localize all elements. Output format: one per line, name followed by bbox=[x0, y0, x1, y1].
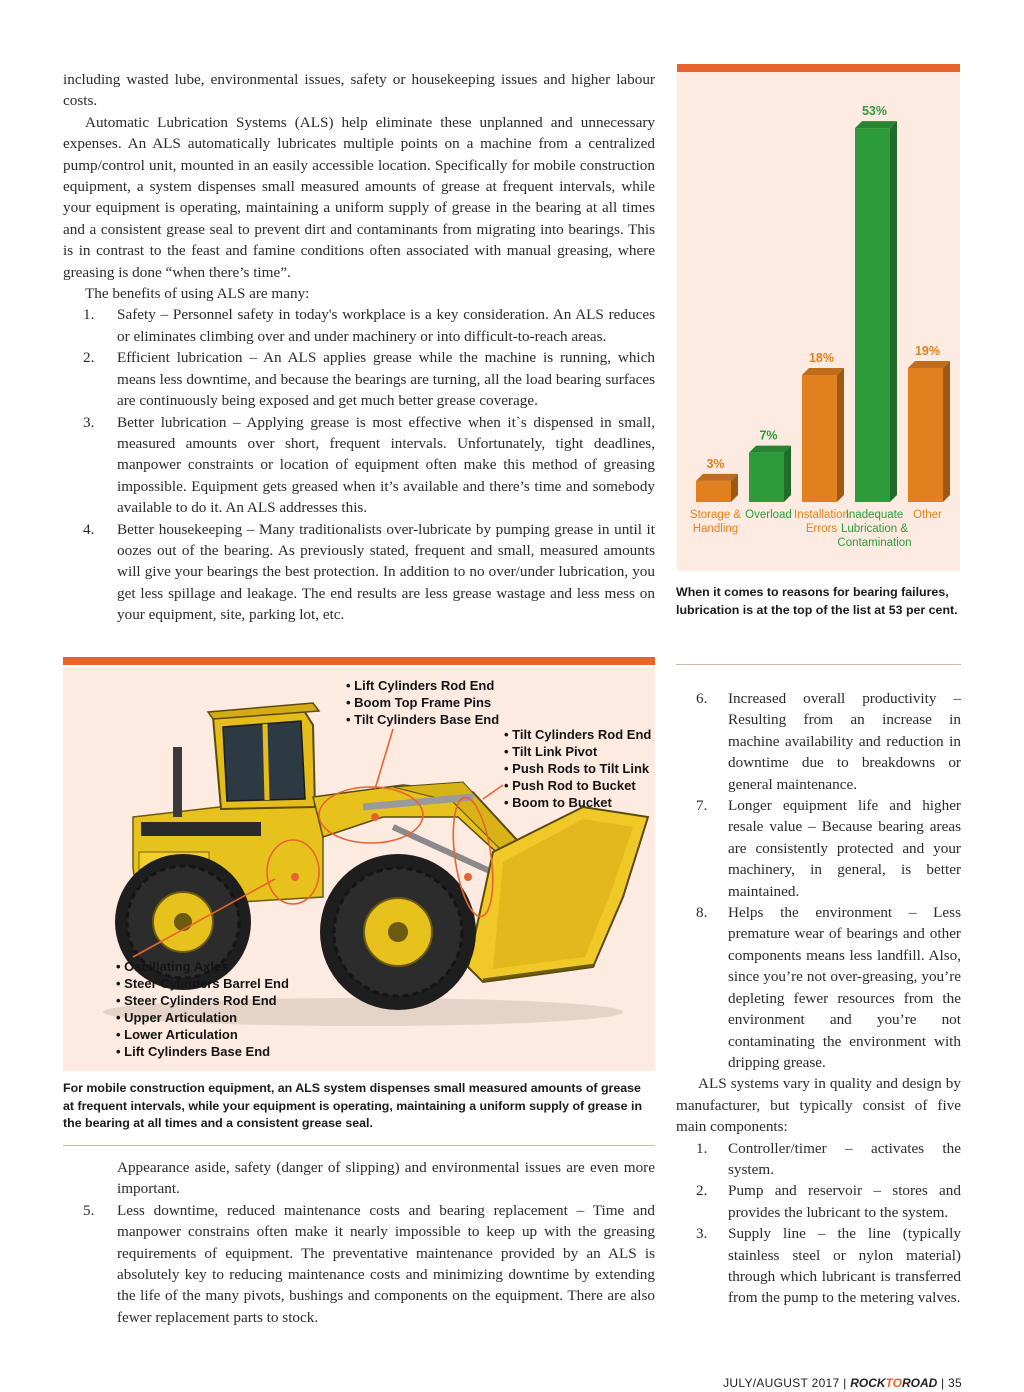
list-text: Controller/timer – activates the system. bbox=[728, 1139, 961, 1178]
callout-top bbox=[346, 677, 499, 728]
callout-item: • Lower Articulation bbox=[116, 1026, 289, 1043]
list-item bbox=[63, 412, 655, 519]
page-number: 35 bbox=[948, 1376, 962, 1390]
callout-item: • Oscillating Axles bbox=[116, 958, 289, 975]
footer-separator: | bbox=[843, 1376, 847, 1390]
chart-bar-side bbox=[837, 368, 844, 502]
list-item bbox=[676, 795, 961, 902]
callout-item: • Steer Cylinders Barrel End bbox=[116, 975, 289, 992]
list-item bbox=[676, 1138, 961, 1181]
footer-separator: | bbox=[940, 1376, 945, 1390]
chart-category-label: Errors bbox=[805, 523, 838, 535]
chart-canvas bbox=[677, 72, 960, 571]
callout-item: • Tilt Cylinders Rod End bbox=[504, 726, 651, 743]
chart-bar bbox=[908, 368, 943, 502]
publication-logo: ROCKTOROAD bbox=[850, 1376, 938, 1390]
list-item bbox=[676, 1180, 961, 1223]
callout-item: • Boom Top Frame Pins bbox=[346, 694, 499, 711]
chart-bar-group bbox=[794, 351, 849, 535]
list-text: Efficient lubrication – An ALS applies grease while the machine is running, which means less downtime, and because the bearings are turning, all the load bearing surfaces are continuously being exposed and get much better grease coverage. bbox=[117, 349, 655, 410]
chart-bar-side bbox=[943, 361, 950, 502]
chart-bar-group bbox=[837, 104, 911, 549]
list-number: 4. bbox=[83, 520, 95, 538]
chart-category-label: Other bbox=[913, 509, 942, 521]
paragraph: including wasted lube, environmental issues, safety or housekeeping issues and higher labour costs. bbox=[63, 71, 655, 110]
page-footer bbox=[723, 1376, 962, 1390]
list-text: Supply line – the line (typically stainless steel or nylon material) through which lubricant is transferred from the pump to the metering valves. bbox=[728, 1225, 961, 1307]
chart-bar bbox=[802, 375, 837, 502]
callout-item: • Lift Cylinders Base End bbox=[116, 1043, 289, 1060]
list-number: 6. bbox=[696, 690, 708, 707]
list-number: 7. bbox=[696, 797, 708, 815]
callout-item: • Push Rods to Tilt Link bbox=[504, 760, 651, 777]
callout-right bbox=[504, 726, 651, 811]
divider bbox=[676, 664, 961, 665]
list-text: Less downtime, reduced maintenance costs and bearing replacement – Time and manpower constrains often make it nearly impossible to keep up with the greasing requirements of equipment. The preventative maintenance provided by an ALS is absolutely key to reducing maintenance costs and minimizing downtime by extending the life of the many pivots, bushings and components on the equipment. There are also fewer replacement parts to stock. bbox=[117, 1201, 655, 1326]
list-number: 8. bbox=[696, 904, 708, 922]
chart-top-rule bbox=[677, 64, 960, 72]
chart-category-label: Lubrication & bbox=[840, 523, 909, 535]
article-column-bottom bbox=[63, 1157, 655, 1328]
chart-bar bbox=[855, 128, 890, 502]
list-number: 2. bbox=[83, 349, 95, 367]
chart-bar-group bbox=[690, 457, 741, 535]
chart-bar-top bbox=[749, 446, 791, 453]
list-item-continued bbox=[63, 1157, 655, 1200]
list-item bbox=[676, 1223, 961, 1309]
paragraph: ALS systems vary in quality and design by manufacturer, but typically consist of five main components: bbox=[676, 1075, 961, 1136]
list-number: 1. bbox=[696, 1139, 708, 1157]
chart-data-label: 53% bbox=[861, 104, 888, 119]
bearing-failure-chart bbox=[677, 72, 960, 571]
callout-item: • Push Rod to Bucket bbox=[504, 777, 651, 794]
list-item bbox=[676, 688, 961, 795]
chart-caption: When it comes to reasons for bearing failures, lubrication is at the top of the list at 53 per cent. bbox=[676, 585, 958, 617]
chart-bar-group bbox=[745, 429, 792, 521]
list-item bbox=[63, 519, 655, 626]
chart-data-label: 19% bbox=[914, 343, 941, 358]
photo-caption: For mobile construction equipment, an ALS system dispenses small measured amounts of grease at frequent intervals, while your equipment is operating, maintaining a uniform supply of grease in the bearing at all times and a consistent grease seal. bbox=[63, 1081, 643, 1130]
chart-bar-group bbox=[908, 344, 950, 521]
list-text: Better housekeeping – Many traditionalists over-lubricate by pumping grease in until it oozes out of the bearing. As previously stated, frequent and small, measured amounts will give your bearings the best protection. In addition to no over/under lubrication, you get less spillage and leakage. The end results are less grease wastage and less mess on your equipment, site, parking lot, etc. bbox=[117, 520, 655, 624]
chart-category-label: Handling bbox=[692, 523, 739, 535]
list-item bbox=[676, 902, 961, 1073]
chart-bar bbox=[696, 481, 731, 502]
chart-bar-side bbox=[890, 121, 897, 502]
chart-category-label: Installation bbox=[794, 509, 849, 521]
chart-bar-top bbox=[855, 121, 897, 128]
list-text: Safety – Personnel safety in today's workplace is a key consideration. An ALS reduces or eliminates climbing over and under machinery or into difficult-to-reach areas. bbox=[117, 306, 655, 345]
list-item bbox=[63, 304, 655, 347]
chart-category-label: Overload bbox=[745, 509, 792, 521]
article-column-top bbox=[63, 69, 655, 626]
chart-bar-side bbox=[784, 446, 791, 502]
list-text: Better lubrication – Applying grease is most effective when it`s dispensed in small, measured amounts over short, frequent intervals. Unfortunately, tight deadlines, manpower constraints or location of equipment often make this method of greasing impossible. Equipment gets greased when it’s available and there’s time and somebody available to do it. An ALS addresses this. bbox=[117, 413, 655, 517]
list-number: 2. bbox=[696, 1182, 708, 1200]
chart-data-label: 18% bbox=[808, 351, 835, 366]
paragraph: Automatic Lubrication Systems (ALS) help eliminate these unplanned and unnecessary expenses. An ALS automatically lubricates multiple points on a machine from a centralized pump/control unit, mounted in an easily accessible location. Specifically for mobile construction equipment, a system dispenses small measured amounts of grease at frequent intervals, while your equipment is operating, maintaining a uniform supply of grease in the bearing at all times and a consistent grease seal to prevent dirt and contaminants from migrating into bearings. This is in contrast to the feast and famine conditions often associated with manual greasing, where greasing is done “when there’s time”. bbox=[63, 113, 655, 281]
list-text: Increased overall productivity – Resulting from an increase in machine availability and reduction in downtime due to breakdowns or general maintenance. bbox=[728, 690, 961, 793]
article-column-right bbox=[676, 688, 961, 1309]
photo-top-rule bbox=[63, 657, 655, 665]
list-number: 3. bbox=[83, 413, 95, 431]
paragraph: The benefits of using ALS are many: bbox=[85, 285, 310, 303]
list-number: 1. bbox=[83, 306, 95, 324]
chart-bar bbox=[749, 453, 784, 502]
list-text: Helps the environment – Less premature wear of bearings and other components means less landfill. Also, since you’re not over-greasing, you’re depleting fewer resources from the environment and you’re not contaminating the environment with dripping grease. bbox=[728, 904, 961, 1071]
callout-bottom bbox=[116, 958, 289, 1060]
chart-bar-top bbox=[908, 361, 950, 368]
chart-bar-top bbox=[802, 368, 844, 375]
callout-item: • Tilt Link Pivot bbox=[504, 743, 651, 760]
list-text: Appearance aside, safety (danger of slipping) and environmental issues are even more important. bbox=[117, 1159, 655, 1198]
list-item bbox=[63, 347, 655, 411]
chart-category-label: Inadequate bbox=[845, 509, 904, 521]
list-item bbox=[63, 1200, 655, 1328]
list-text: Pump and reservoir – stores and provides the lubricant to the system. bbox=[728, 1182, 961, 1221]
list-text: Longer equipment life and higher resale value – Because bearing areas are consistently protected and your machinery, in general, is better maintained. bbox=[728, 797, 961, 900]
list-number: 5. bbox=[83, 1201, 95, 1219]
chart-category-label: Storage & bbox=[689, 509, 742, 521]
chart-data-label: 7% bbox=[759, 428, 778, 443]
chart-data-label: 3% bbox=[706, 456, 725, 471]
loader-photo bbox=[63, 667, 655, 1071]
callout-item: • Tilt Cylinders Base End bbox=[346, 711, 499, 728]
callout-item: • Boom to Bucket bbox=[504, 794, 651, 811]
divider bbox=[63, 1145, 655, 1146]
callout-item: • Lift Cylinders Rod End bbox=[346, 677, 499, 694]
chart-bar-top bbox=[696, 474, 738, 481]
callout-item: • Upper Articulation bbox=[116, 1009, 289, 1026]
list-number: 3. bbox=[696, 1225, 708, 1243]
issue-date: JULY/AUGUST 2017 bbox=[723, 1376, 840, 1390]
chart-category-label: Contamination bbox=[837, 537, 912, 549]
callout-item: • Steer Cylinders Rod End bbox=[116, 992, 289, 1009]
